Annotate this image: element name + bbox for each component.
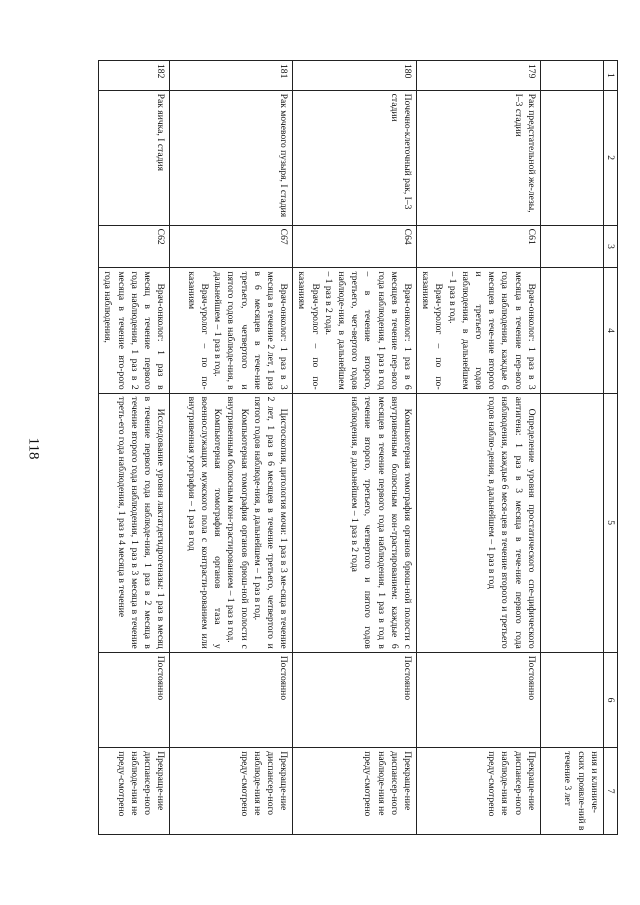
icd-code-cell — [540, 225, 603, 268]
diagnosis-cell — [540, 90, 603, 225]
exam-paragraph: Компьютерная томография органов брюш-ной полости с внутривенным болюсным кон-трастированием: каждые 6 месяцев в течение первого года наблюдения, 1 раз в год в течение второго, третьего, четвертого и пятого годов наблюдения, в дальнейшем – 1 раз в 2 года — [349, 396, 413, 649]
row-number: 182 — [99, 61, 170, 91]
exam-paragraph: Компьютерная томография органов таза у военнослужащих мужского пола с контрасти-рованием или внутривенная урография – 1 раз в год — [185, 396, 224, 649]
row-number: 179 — [416, 61, 540, 91]
doctor-cell — [170, 268, 293, 393]
column-number-row — [603, 61, 617, 835]
exams-cell — [170, 393, 293, 652]
doctor-paragraph: Врач-онколог: 1 раз в 6 месяцев в течение пер-вого года наблюдения, 1 раз в год – в течение второго, третьего, чет-вертого годов наблюде-ния, в дальнейшем – 1 раз в 2 года. — [322, 271, 413, 390]
doctor-paragraph: Врач-онколог: 1 раз в месяц в течение первого года наблюдения, 1 раз в 2 месяца в течение вто-рого года наблюдения, — [102, 271, 167, 390]
exam-paragraph: Определение уровня простатического спе-цифического антигена: 1 раз в 3 месяца в тече-ние первого года наблюдения, каждые 6 меся-цев в течение второго и третьего годов наблю-дения, в дальнейшем – 1 раз в год — [486, 396, 537, 649]
column-header-5: 5 — [603, 393, 617, 652]
doctor-cell — [416, 268, 540, 393]
doctor-paragraph: Врач-онколог: 1 раз в 3 месяца в течение 2 лет, 1 раз в 6 месяцев в тече-ние третьего, четвертого и пятого годов наблюде-ния, в дальнейшем – 1 раз в год. — [212, 271, 290, 390]
frequency-cell: Постоянно — [170, 652, 293, 748]
exam-paragraph: Цистоскопия, цитология мочи: 1 раз в 3 ме-сяца в течение 2 лет, 1 раз в 6 месяцев в течение третьего, четвертого и пятого годов наблюде-ния, в дальнейшем – 1 раз в год. — [251, 396, 290, 649]
duration-cell: Прекраще-ние диспансер-ного наблюде-ния не преду-смотрено — [293, 748, 417, 835]
table-row — [416, 61, 540, 835]
table-row — [540, 61, 603, 835]
icd-code-cell: C62 — [99, 225, 170, 268]
table-viewport — [88, 60, 618, 835]
exams-cell — [416, 393, 540, 652]
table-row — [170, 61, 293, 835]
exams-cell — [540, 393, 603, 652]
duration-cell: ния и клиниче-ских проявле-ний в течение 3 лет — [540, 748, 603, 835]
diagnosis-cell: Почечно-клеточный рак, I–3 стадии — [293, 90, 417, 225]
frequency-cell: Постоянно — [99, 652, 170, 748]
diagnosis-cell: Рак предстательной же-лезы, I–3 стадии — [416, 90, 540, 225]
duration-cell: Прекраще-ние диспансер-ного наблюде-ния не преду-смотрено — [99, 748, 170, 835]
exams-cell — [293, 393, 417, 652]
diagnosis-cell: Рак мочевого пузыря, I стадия — [170, 90, 293, 225]
doctor-paragraph: Врач-уролог – по по-казаниям — [296, 271, 321, 390]
table-row — [293, 61, 417, 835]
exam-paragraph: Компьютерная томография органов брюш-ной полости с внутривенным болюсным кон-трастированием – 1 раз в год. — [225, 396, 250, 649]
doctor-cell — [99, 268, 170, 393]
doctor-paragraph: Врач-онколог: 1 раз в 3 месяца в течение пер-вого года наблюдения, каждые 6 месяцев в тече-ние второго и третьего годов наблюдения, в дальнейшем – 1 раз в год. — [446, 271, 537, 390]
frequency-cell: Постоянно — [416, 652, 540, 748]
rotated-table-container — [88, 60, 618, 835]
monitoring-table — [98, 60, 618, 835]
column-header-7: 7 — [603, 748, 617, 835]
row-number: 181 — [170, 61, 293, 91]
diagnosis-cell: Рак яичка, I стадия — [99, 90, 170, 225]
column-header-1: 1 — [603, 61, 617, 91]
column-header-2: 2 — [603, 90, 617, 225]
frequency-cell: Постоянно — [293, 652, 417, 748]
table-row — [99, 61, 170, 835]
doctor-cell — [540, 268, 603, 393]
column-header-6: 6 — [603, 652, 617, 748]
row-number: 180 — [293, 61, 417, 91]
icd-code-cell: C64 — [293, 225, 417, 268]
icd-code-cell: C61 — [416, 225, 540, 268]
column-header-4: 4 — [603, 268, 617, 393]
exams-cell — [99, 393, 170, 652]
column-header-3: 3 — [603, 225, 617, 268]
frequency-cell — [540, 652, 603, 748]
page-number: 118 — [25, 437, 42, 460]
exam-paragraph: Исследование уровня лактатдегидрогеназы: 1 раз в месяц в течение первого года наблюде-ния, 1 раз в 2 месяца в течение второго года наблюдения, 1 раз в 3 месяца в течение треть-его года наблюдения, 1 раз в 4 месяца в течение — [115, 396, 167, 649]
row-number — [540, 61, 603, 91]
icd-code-cell: C67 — [170, 225, 293, 268]
duration-cell: Прекраще-ние диспансер-ного наблюде-ния не преду-смотрено — [416, 748, 540, 835]
doctor-cell — [293, 268, 417, 393]
duration-cell: Прекраще-ние диспансер-ного наблюде-ния не преду-смотрено — [170, 748, 293, 835]
doctor-paragraph: Врач-уролог – по по-казаниям — [420, 271, 445, 390]
doctor-paragraph: Врач-уролог – по по-казаниям — [185, 271, 210, 390]
